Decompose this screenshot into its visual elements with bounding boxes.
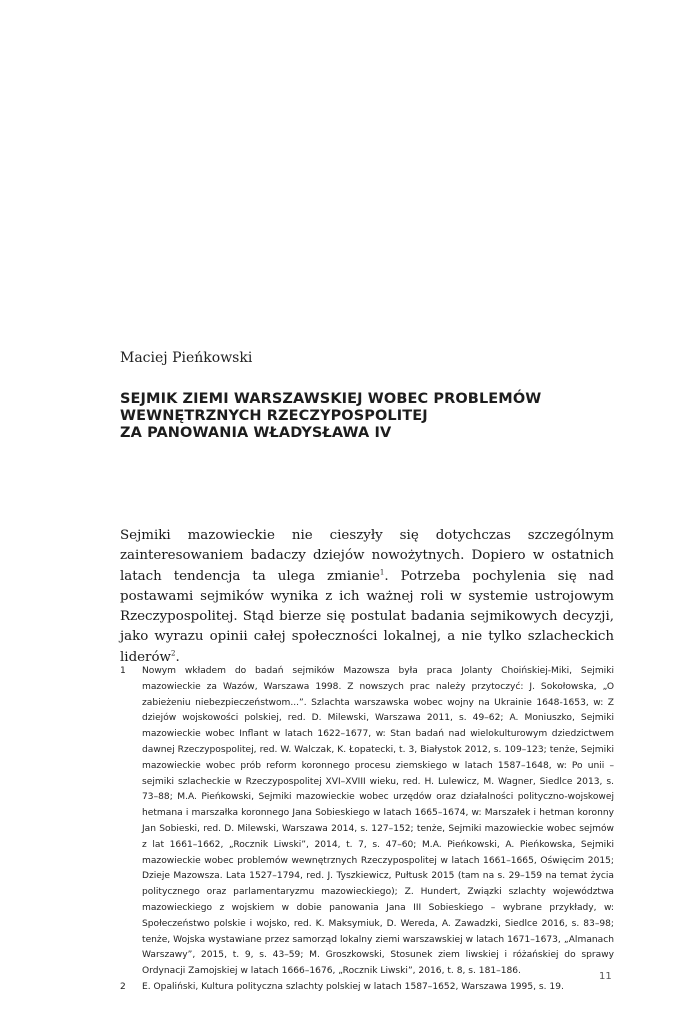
- footnote-text: E. Opaliński, Kultura polityczna szlachty polskiej w latach 1587–1652, Warszawa 1995, s. 19.: [142, 981, 564, 992]
- body-paragraph: [120, 526, 614, 668]
- title-line-1: SEJMIK ZIEMI WARSZAWSKIEJ WOBEC PROBLEMÓW: [120, 391, 542, 407]
- body-text-part-3: .: [175, 649, 180, 665]
- footnote-number: 1: [120, 666, 126, 676]
- body-text-part-1: Sejmiki mazowieckie nie cieszyły się dotychczas szczególnym zainteresowaniem badaczy dziejów nowożytnych. Dopiero w ostatnich latach tendencja ta ulega zmianie: [120, 528, 614, 584]
- author-name: Maciej Pieńkowski: [120, 350, 253, 366]
- title-line-2: WEWNĘTRZNYCH RZECZYPOSPOLITEJ: [120, 408, 428, 424]
- article-title: [120, 391, 600, 442]
- footnotes: [120, 664, 614, 996]
- body-text-part-2: . Potrzeba pochylenia się nad postawami sejmików wynika z ich ważnej roli w systemie ustrojowym Rzeczypospolitej. Stąd bierze się postulat badania sejmikowych decyzji, jako wyrazu opinii całej społeczności lokalnej, a nie tylko szlacheckich liderów: [120, 568, 614, 665]
- footnote-1: [120, 664, 614, 980]
- title-line-3: ZA PANOWANIA WŁADYSŁAWA IV: [120, 425, 392, 441]
- footnote-ref-2[interactable]: 2: [171, 649, 176, 658]
- footnote-ref-1[interactable]: 1: [379, 568, 385, 577]
- page-number: 11: [599, 971, 612, 982]
- footnote-2: [120, 980, 614, 996]
- footnote-text: Nowym wkładem do badań sejmików Mazowsza była praca Jolanty Choińskiej-Miki, Sejmiki mazowieckie za Wazów, Warszawa 1998. Z nowszych prac należy przytoczyć: J. Sokołowska, „O zabieżeniu niebezpieczeństwom...”. Szlachta warszawska wobec wojny na Ukrainie 1648-1653, w: Z dziejów wojskowości polskiej, red. D. Milewski, Warszawa 2011, s. 49–62; A. Moniuszko, Sejmiki mazowieckie wobec Inflant w latach 1622–1677, w: Stan badań nad wielokulturowym dziedzictwem dawnej Rzeczypospolitej, red. W. Walczak, K. Łopatecki, t. 3, Białystok 2012, s. 109–123; tenże, Sejmiki mazowieckie wobec prób reform koronnego procesu ziemskiego w latach 1587–1648, w: Po unii – sejmiki szlacheckie w Rzeczypospolitej XVI–XVIII wieku, red. H. Lulewicz, M. Wagner, Siedlce 2013, s. 73–88; M.A. Pieńkowski, Sejmiki mazowieckie wobec urzędów oraz działalności polityczno-wojskowej hetmana i marszałka koronnego Jana Sobieskiego w latach 1665–1674, w: Marszałek i hetman koronny Jan Sobieski, red. D. Milewski, Warszawa 2014, s. 127–152; tenże, Sejmiki mazowieckie wobec sejmów z lat 1661–1662, „Rocznik Liwski”, 2014, t. 7, s. 47–60; M.A. Pieńkowski, A. Pieńkowska, Sejmiki mazowieckie wobec problemów wewnętrznych Rzeczypospolitej w latach 1661–1665, Oświęcim 2015; Dzieje Mazowsza. Lata 1527–1794, red. J. Tyszkiewicz, Pułtusk 2015 (tam na s. 29–159 na temat życia politycznego oraz parlamentaryzmu mazowieckiego); Z. Hundert, Związki szlachty województwa mazowieckiego z wojskiem w dobie panowania Jana III Sobieskiego – wybrane przykłady, w: Społeczeństwo polskie i wojsko, red. K. Maksymiuk, D. Wereda, A. Zawadzki, Siedlce 2016, s. 83–98; tenże, Wojska wystawiane przez samorząd lokalny ziemi warszawskiej w latach 1671–1673, „Almanach Warszawy”, 2015, t. 9, s. 43–59; M. Groszkowski, Stosunek ziem liwskiej i różańskiej do sprawy Ordynacji Zamojskiej w latach 1666–1676, „Rocznik Liwski”, 2016, t. 8, s. 181–186.: [142, 666, 614, 977]
- footnote-number: 2: [120, 981, 126, 992]
